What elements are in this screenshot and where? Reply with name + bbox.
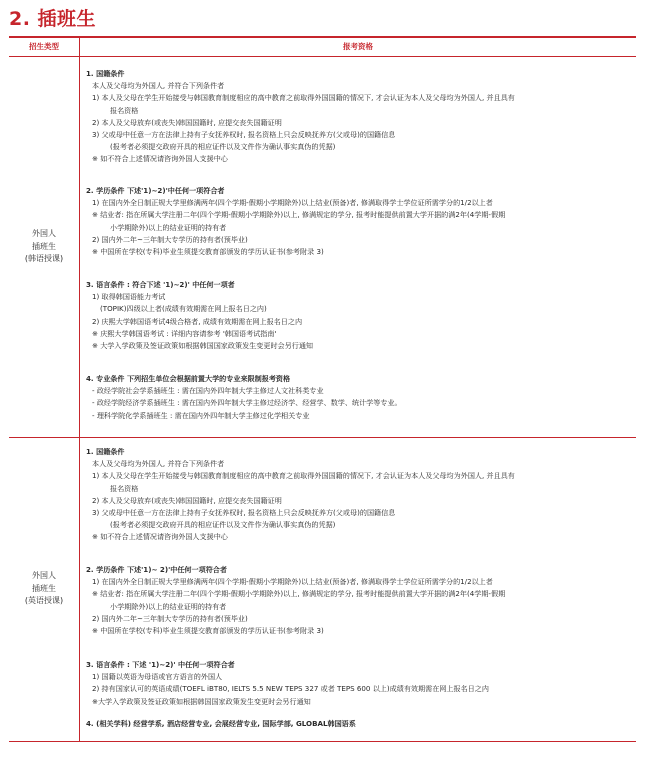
section-heading: 3. 语言条件 : 下述 '1)~2)' 中任何一项符合者 — [86, 660, 235, 669]
requirement-line: - 政经学院经济学系插班生 : 需在国内外四年制大学主修过经济学、经营学、数学、统计学等专业。 — [92, 398, 402, 408]
requirement-line: 2) 持有国家认可的英语成绩(TOEFL iBT80, IELTS 5.5 NEW TEPS 327 或者 TEPS 600 以上)成绩有效期需在网上报名日之内 — [92, 684, 489, 694]
requirement-line: ※ 大学入学政策及签证政策如根据韩国国家政策发生变更时会另行通知 — [92, 340, 314, 350]
requirement-line: - 政经学院社会学系插班生 : 需在国内外四年制大学主修过人文社科类专业 — [92, 386, 324, 396]
requirement-line: 本人及父母均为外国人, 并符合下列条件者 — [92, 81, 225, 91]
section-education — [86, 185, 631, 258]
section-language — [86, 279, 631, 352]
row-divider — [9, 437, 636, 438]
requirement-line: 1) 本人及父母在学生开始接受与韩国教育制度相应的高中教育之前取得外国国籍的情况下, 才会认证为本人及父母均为外国人, 并且具有 — [92, 471, 515, 481]
requirement-line: 2) 国内外二年~三年制大专学历的持有者(预毕业) — [92, 234, 248, 244]
header-divider — [9, 56, 636, 57]
requirement-line: 2) 本人及父母放弃(或丧失)韩国国籍时, 应提交丧失国籍证明 — [92, 117, 282, 127]
requirement-line: ※ 如不符合上述情况请咨询外国人支援中心 — [92, 154, 228, 164]
section-nationality — [86, 446, 631, 544]
section-heading: 2. 学历条件 下述'1)~2)'中任何一项符合者 — [86, 186, 225, 195]
section-heading: 4. (相关学科) 经营学系, 酒店经营专业, 会展经营专业, 国际学部, GLOBAL韩国语系 — [86, 719, 356, 728]
requirement-line: 小学期除外)以上的结业证明的持有者 — [110, 222, 227, 232]
section-language — [86, 659, 631, 708]
requirement-line: ※ 庆熙大学韩国语考试 : 详细内容请参考 '韩国语考试指南' — [92, 328, 277, 338]
requirement-line: ※ 结业者: 指在所属大学注册二年(四个学期-假期小学期除外)以上, 修满规定的学分, 报考时能提供前置大学开据的满2年(4学期-假期 — [92, 589, 506, 599]
type-line: (英语授课) — [24, 596, 64, 605]
section-major — [86, 718, 631, 730]
requirement-line: 1) 在国内外全日制正规大学里修满两年(四个学期-假期小学期除外)以上结业(预备)者, 修满取得学士学位证所需学分的1/2以上者 — [92, 577, 493, 587]
requirement-line: ※大学入学政策及签证政策如根据韩国国家政策发生变更时会另行通知 — [92, 696, 311, 706]
requirement-line: 1) 国籍以英语为母语或官方语言的外国人 — [92, 672, 223, 682]
table-header — [9, 38, 636, 56]
section-nationality — [86, 68, 631, 166]
section-heading: 2. 学历条件 下述'1)~ 2)'中任何一项符合者 — [86, 565, 227, 574]
requirement-line: ※ 中国所在学校(专科)毕业生须提交教育部颁发的学历认证书(参考附录 3) — [92, 625, 324, 635]
requirement-line: ※ 中国所在学校(专科)毕业生须提交教育部颁发的学历认证书(参考附录 3) — [92, 246, 324, 256]
type-line: (韩语授课) — [24, 254, 64, 263]
column-divider — [79, 38, 80, 742]
requirement-line: ※ 结业者: 指在所属大学注册二年(四个学期-假期小学期除外)以上, 修满规定的学分, 报考时能提供前置大学开据的满2年(4学期-假期 — [92, 210, 506, 220]
requirement-line: 小学期除外)以上的结业证明的持有者 — [110, 601, 227, 611]
type-line: 插班生 — [32, 583, 56, 593]
requirement-line: 1) 取得韩国语能力考试 — [92, 292, 166, 302]
section-heading: 1. 国籍条件 — [86, 447, 125, 456]
type-line: 插班生 — [32, 241, 56, 251]
section-major — [86, 373, 631, 422]
section-heading: 4. 专业条件 下列招生单位会根据前置大学的专业来限制报考资格 — [86, 374, 291, 383]
requirement-line: (TOPIK)四级以上者(成绩有效期需在网上报名日之内) — [100, 304, 267, 314]
header-requirements: 报考资格 — [343, 42, 373, 51]
requirement-line: 2) 庆熙大学韩国语考试4级合格者, 成绩有效期需在网上报名日之内 — [92, 316, 303, 326]
requirement-line: 1) 本人及父母在学生开始接受与韩国教育制度相应的高中教育之前取得外国国籍的情况下, 才会认证为本人及父母均为外国人, 并且具有 — [92, 93, 515, 103]
type-korean — [9, 228, 79, 266]
requirement-line: 报名资格 — [110, 483, 139, 493]
section-heading: 1. 国籍条件 — [86, 69, 125, 78]
requirement-line: - 理科学院化学系插班生 : 需在国内外四年制大学主修过化学相关专业 — [92, 410, 310, 420]
type-english — [9, 570, 79, 608]
table-bottom-line — [9, 741, 636, 742]
requirement-line: 1) 在国内外全日制正规大学里修满两年(四个学期-假期小学期除外)以上结业(预备)者, 修满取得学士学位证所需学分的1/2以上者 — [92, 198, 493, 208]
requirement-line: (报考者必须提交政府开具的相应证件以及文件作为确认事实真伪的凭据) — [110, 142, 336, 152]
type-line: 外国人 — [32, 229, 56, 238]
requirement-line: 报名资格 — [110, 105, 139, 115]
requirement-line: ※ 如不符合上述情况请咨询外国人支援中心 — [92, 532, 228, 542]
section-education — [86, 564, 631, 637]
header-type: 招生类型 — [29, 42, 59, 51]
requirement-line: (报考者必须提交政府开具的相应证件以及文件作为确认事实真伪的凭据) — [110, 520, 336, 530]
page-title: 2. 插班生 — [9, 8, 97, 30]
requirement-line: 本人及父母均为外国人, 并符合下列条件者 — [92, 459, 225, 469]
requirement-line: 3) 父或母中任意一方在法律上持有子女抚养权时, 报名资格上只会反映抚养方(父或母)的国籍信息 — [92, 129, 396, 139]
section-heading: 3. 语言条件 : 符合下述 '1)~2)' 中任何一项者 — [86, 280, 235, 289]
type-line: 外国人 — [32, 571, 56, 580]
requirement-line: 2) 本人及父母放弃(或丧失)韩国国籍时, 应提交丧失国籍证明 — [92, 495, 282, 505]
requirement-line: 2) 国内外二年~三年制大专学历的持有者(预毕业) — [92, 613, 248, 623]
requirement-line: 3) 父或母中任意一方在法律上持有子女抚养权时, 报名资格上只会反映抚养方(父或母)的国籍信息 — [92, 507, 396, 517]
